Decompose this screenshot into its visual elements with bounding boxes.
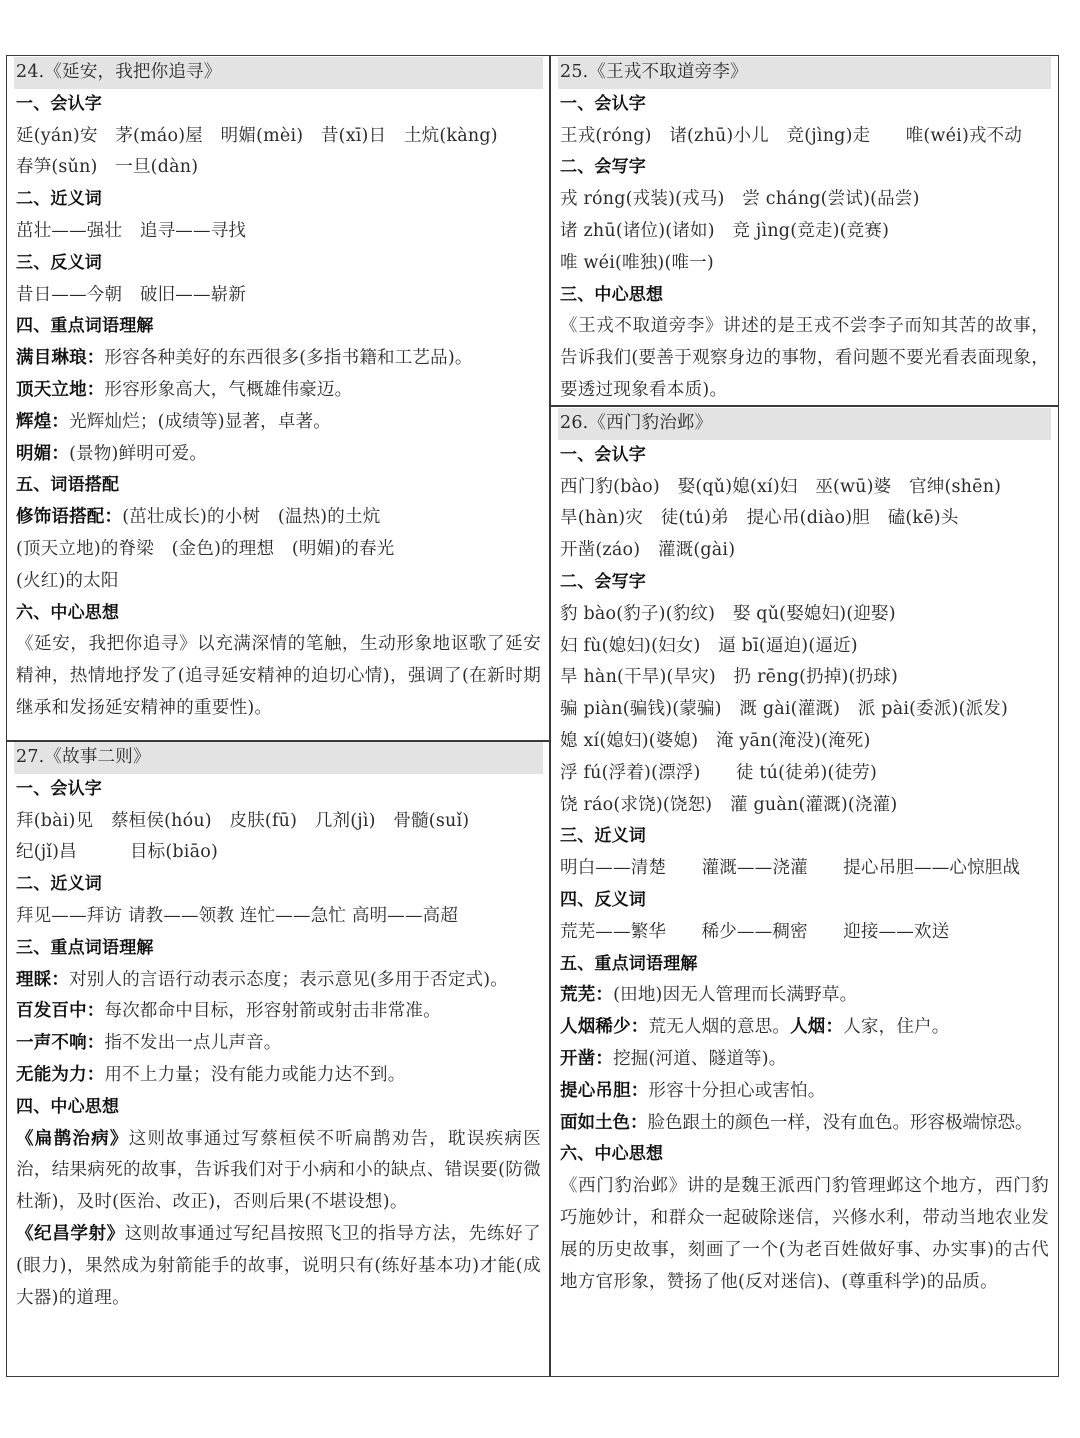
term-entry: [560, 1044, 1049, 1076]
term-entry: [560, 1012, 1049, 1044]
write-line: 唯 wéi(唯独)(唯一): [560, 252, 714, 273]
term-word: 百发百中：: [16, 1001, 105, 1022]
term-definition: 脸色跟土的颜色一样，没有血色。形容极端惊恐。: [647, 1112, 1033, 1133]
char-line: 旱(hàn)灾 徒(tú)弟 提心吊(diào)胆 磕(kē)头: [560, 508, 959, 529]
term-word: 荒芜：: [560, 985, 614, 1006]
term-entry: [16, 1060, 541, 1092]
main-idea-text: [16, 1124, 541, 1219]
term-entry: [16, 343, 541, 375]
term-entry: [560, 980, 1049, 1012]
write-line: 饶 ráo(求饶)(饶恕) 灌 guàn(灌溉)(浇灌): [560, 794, 898, 815]
story-title: 《扁鹊治病》: [16, 1128, 129, 1149]
term-word: 满目琳琅：: [16, 348, 105, 369]
term-entry: [16, 407, 541, 439]
write-line: 浮 fú(浮着)(漂浮) 徒 tú(徒弟)(徒劳): [560, 762, 877, 783]
term-definition: 对别人的言语行动表示态度；表示意见(多用于否定式)。: [69, 969, 508, 990]
char-line: 春笋(sǔn) 一旦(dàn): [16, 157, 199, 178]
term-word: 辉煌：: [16, 411, 70, 432]
section-title: 25.《王戎不取道旁李》: [558, 57, 1051, 89]
section-24: [8, 57, 549, 725]
story-title: 《纪昌学射》: [16, 1223, 125, 1244]
term-definition: 光辉灿烂；(成绩等)显著，卓著。: [69, 411, 331, 432]
heading-write-chars: 二、会写字: [560, 571, 646, 592]
write-line: 媳 xí(媳妇)(婆媳) 淹 yān(淹没)(淹死): [560, 730, 871, 751]
term-definition: 形容各种美好的东西很多(多指书籍和工艺品)。: [104, 348, 473, 369]
story-summary: 这则故事通过写纪昌按照飞卫的指导方法，先练好了(眼力)，果然成为射箭能手的故事，说明只有(练好基本功)才能(成大器)的道理。: [16, 1223, 541, 1308]
char-line: 王戎(róng) 诸(zhū)小儿 竞(jìng)走 唯(wéi)戎不动: [560, 125, 1023, 146]
term-definition: 指不发出一点儿声音。: [104, 1033, 282, 1054]
term-word: 人烟稀少：: [560, 1017, 649, 1038]
heading-recognize-chars: 一、会认字: [16, 93, 102, 114]
main-idea-text: 《延安，我把你追寻》以充满深情的笔触，生动形象地讴歌了延安精神，热情地抒发了(追寻延安精神的迫切心情)，强调了(在新时期继承和发扬延安精神的重要性)。: [16, 634, 541, 718]
antonyms-line: 荒芜——繁华 稀少——稠密 迎接——欢送: [560, 921, 950, 942]
term-definition: 人家，住户。: [843, 1017, 950, 1038]
write-line: 骗 piàn(骗钱)(蒙骗) 溉 gài(灌溉) 派 pài(委派)(派发): [560, 699, 1009, 720]
heading-key-terms: 四、重点词语理解: [16, 316, 154, 337]
heading-recognize-chars: 一、会认字: [560, 444, 646, 465]
term-word: 提心吊胆：: [560, 1080, 649, 1101]
term-word: 面如土色：: [560, 1112, 648, 1133]
collocation-text: (茁壮成长)的小树 (温热)的土炕: [122, 507, 381, 528]
term-word: 理睬：: [16, 969, 70, 990]
term-definition: 挖掘(河道、隧道等)。: [613, 1048, 787, 1069]
heading-key-terms: 三、重点词语理解: [16, 937, 154, 958]
char-line: 开凿(záo) 灌溉(gài): [560, 540, 736, 561]
section-title: 27.《故事二则》: [14, 742, 543, 774]
main-idea-text: 《西门豹治邺》讲的是魏王派西门豹管理邺这个地方，西门豹巧施妙计，和群众一起破除迷信，兴修水利，带动当地农业发展的历史故事，刻画了一个(为老百姓做好事、办实事)的古代地方官形象，赞扬了他(反对迷信)、(尊重科学)的品质。: [560, 1176, 1049, 1292]
collocation-line: [16, 502, 541, 534]
char-line: 拜(bài)见 蔡桓侯(hóu) 皮肤(fū) 几剂(jì) 骨髓(suǐ): [16, 810, 470, 831]
heading-antonyms: 三、反义词: [16, 252, 102, 273]
term-definition: 形容十分担心或害怕。: [648, 1080, 826, 1101]
write-line: 豹 bào(豹子)(豹纹) 娶 qǔ(娶媳妇)(迎娶): [560, 603, 896, 624]
collocation-line: (顶天立地)的脊梁 (金色)的理想 (明媚)的春光: [16, 538, 395, 559]
heading-main-idea: 三、中心思想: [560, 284, 664, 305]
section-title: 26.《西门豹治邺》: [558, 408, 1051, 440]
story-summary: 这则故事通过写蔡桓侯不听扁鹊劝告，耽误疾病医治，结果病死的故事，告诉我们对于小病和小的缺点、错误要(防微杜渐)，及时(医治、改正)，否则后果(不堪设想)。: [16, 1128, 541, 1213]
synonyms-line: 茁壮——强壮 追寻——寻找: [16, 220, 247, 241]
synonyms-line: 拜见——拜访 请教——领教 连忙——急忙 高明——高超: [16, 905, 459, 926]
main-idea-text: 《王戎不取道旁李》讲述的是王戎不尝李子而知其苦的故事，告诉我们(要善于观察身边的事物，看问题不要光看表面现象，要透过现象看本质)。: [560, 316, 1049, 400]
term-definition: 用不上力量；没有能力或能力达不到。: [104, 1064, 406, 1085]
term-entry: [16, 996, 541, 1028]
term-word: 人烟：: [790, 1017, 844, 1038]
term-definition: 荒无人烟的意思。: [648, 1017, 791, 1038]
term-entry: [16, 1028, 541, 1060]
section-25: [552, 57, 1057, 407]
char-line: 延(yán)安 茅(máo)屋 明媚(mèi) 昔(xī)日 土炕(kàng): [16, 125, 498, 146]
term-entry: [16, 439, 541, 471]
collocation-label: 修饰语搭配：: [16, 507, 123, 528]
heading-recognize-chars: 一、会认字: [560, 93, 646, 114]
char-line: 西门豹(bào) 娶(qǔ)媳(xí)妇 巫(wū)婆 官绅(shēn): [560, 476, 1002, 497]
term-definition: 形容形象高大，气概雄伟豪迈。: [104, 379, 353, 400]
column-divider: [549, 55, 551, 1377]
main-idea-text: [16, 1219, 541, 1314]
write-line: 戎 róng(戎装)(戎马) 尝 cháng(尝试)(品尝): [560, 189, 920, 210]
term-definition: (田地)因无人管理而长满野草。: [613, 985, 858, 1006]
heading-synonyms: 三、近义词: [560, 826, 646, 847]
heading-main-idea: 六、中心思想: [560, 1144, 664, 1165]
term-word: 无能为力：: [16, 1064, 105, 1085]
term-word: 顶天立地：: [16, 379, 105, 400]
char-line: 纪(jǐ)昌 目标(biāo): [16, 842, 219, 863]
synonyms-line: 明白——清楚 灌溉——浇灌 提心吊胆——心惊胆战: [560, 858, 1021, 879]
term-definition: (景物)鲜明可爱。: [69, 443, 208, 464]
term-word: 明媚：: [16, 443, 70, 464]
heading-main-idea: 六、中心思想: [16, 602, 120, 623]
section-27: [8, 742, 549, 1314]
heading-write-chars: 二、会写字: [560, 157, 646, 178]
term-word: 一声不响：: [16, 1033, 105, 1054]
heading-antonyms: 四、反义词: [560, 889, 646, 910]
section-26: [552, 408, 1057, 1298]
term-definition: 每次都命中目标，形容射箭或射击非常准。: [104, 1001, 441, 1022]
term-entry: [16, 965, 541, 997]
heading-main-idea: 四、中心思想: [16, 1096, 120, 1117]
term-word: 开凿：: [560, 1048, 614, 1069]
heading-synonyms: 二、近义词: [16, 189, 102, 210]
heading-recognize-chars: 一、会认字: [16, 778, 102, 799]
term-entry: [16, 375, 541, 407]
collocation-line: (火红)的太阳: [16, 570, 119, 591]
write-line: 旱 hàn(干旱)(旱灾) 扔 rēng(扔掉)(扔球): [560, 667, 899, 688]
term-entry: [560, 1108, 1049, 1140]
heading-collocations: 五、词语搭配: [16, 475, 120, 496]
term-entry: [560, 1076, 1049, 1108]
heading-synonyms: 二、近义词: [16, 874, 102, 895]
heading-key-terms: 五、重点词语理解: [560, 953, 698, 974]
section-title: 24.《延安，我把你追寻》: [14, 57, 543, 89]
write-line: 诸 zhū(诸位)(诸如) 竞 jìng(竞走)(竞赛): [560, 220, 890, 241]
write-line: 妇 fù(媳妇)(妇女) 逼 bī(逼迫)(逼近): [560, 635, 858, 656]
antonyms-line: 昔日——今朝 破旧——崭新: [16, 284, 247, 305]
